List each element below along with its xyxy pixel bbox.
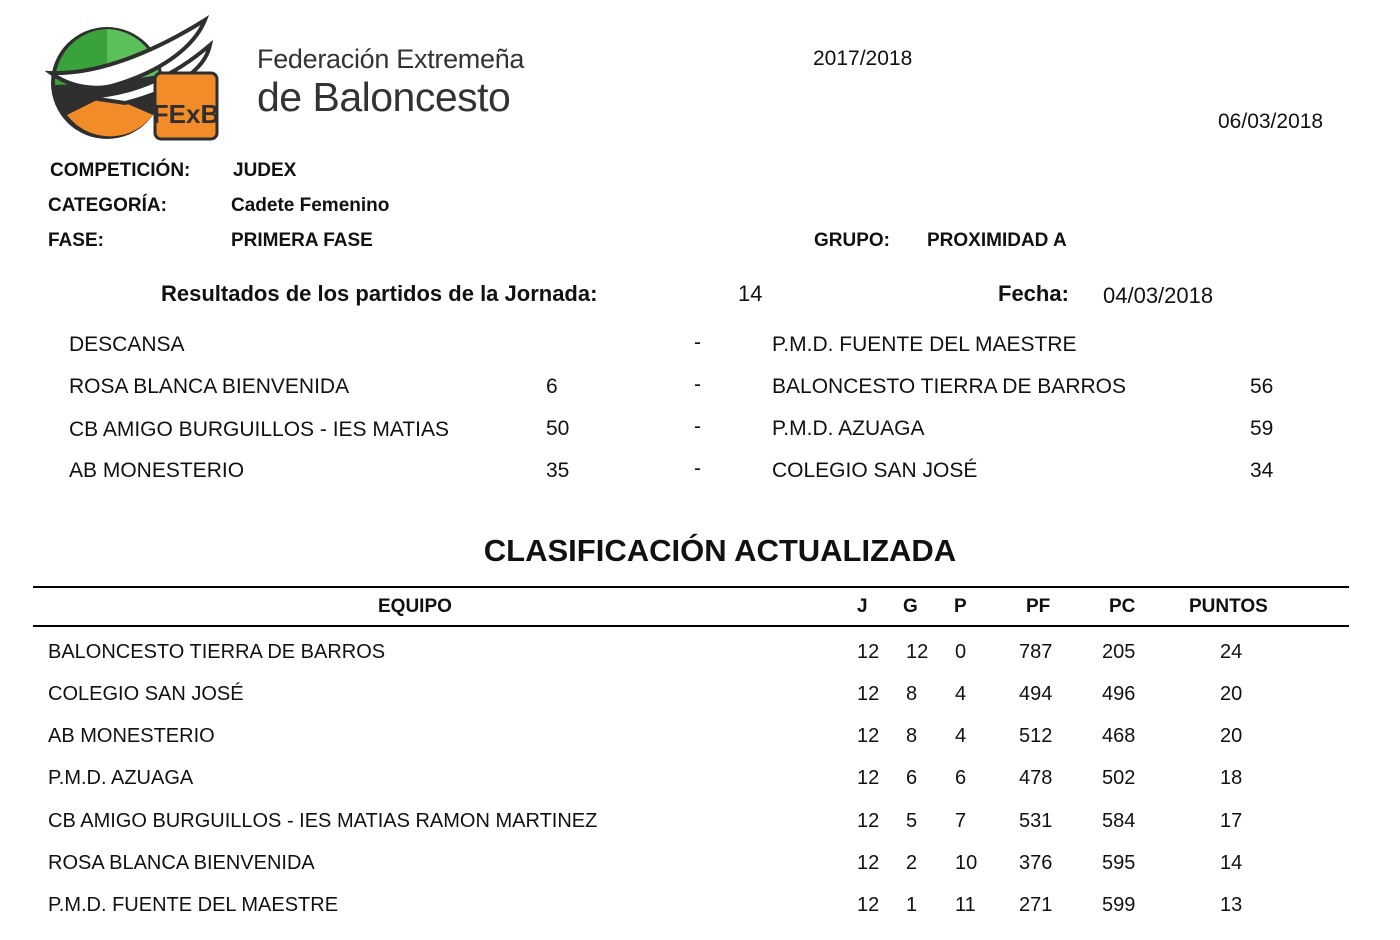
- match-home: ROSA BLANCA BIENVENIDA: [69, 375, 350, 398]
- points-against: 496: [1102, 683, 1136, 705]
- points-against: 599: [1102, 894, 1136, 916]
- won: 8: [906, 725, 918, 747]
- lost: 6: [955, 767, 967, 789]
- categoria-label: CATEGORÍA:: [48, 195, 167, 216]
- team-name: ROSA BLANCA BIENVENIDA: [48, 852, 315, 874]
- match-separator: -: [694, 373, 701, 396]
- col-puntos: PUNTOS: [1189, 596, 1268, 617]
- match-home-score: 35: [546, 459, 570, 482]
- grupo-label: GRUPO:: [814, 230, 890, 251]
- org-name-line2: de Baloncesto: [257, 74, 511, 120]
- played: 12: [857, 894, 880, 916]
- won: 8: [906, 683, 918, 705]
- points-for: 376: [1019, 852, 1053, 874]
- points-against: 584: [1102, 810, 1136, 832]
- match-away-score: 56: [1250, 375, 1274, 398]
- lost: 10: [955, 852, 978, 874]
- org-name-line1: Federación Extremeña: [257, 44, 525, 74]
- total-points: 18: [1220, 767, 1243, 789]
- total-points: 13: [1220, 894, 1243, 916]
- played: 12: [857, 641, 880, 663]
- match-away-score: 59: [1250, 417, 1274, 440]
- col-team: EQUIPO: [378, 596, 452, 617]
- points-against: 205: [1102, 641, 1136, 663]
- total-points: 24: [1220, 641, 1243, 663]
- match-away-score: 34: [1250, 459, 1274, 482]
- match-away: BALONCESTO TIERRA DE BARROS: [772, 375, 1126, 398]
- table-top-rule: [33, 586, 1349, 588]
- competicion-value: JUDEX: [233, 160, 297, 181]
- match-home-score: 6: [546, 375, 558, 398]
- fecha-value: 04/03/2018: [1103, 283, 1214, 308]
- match-separator: -: [694, 331, 701, 354]
- points-against: 595: [1102, 852, 1136, 874]
- total-points: 17: [1220, 810, 1243, 832]
- lost: 11: [955, 894, 976, 916]
- col-j: J: [857, 596, 868, 617]
- match-away: P.M.D. FUENTE DEL MAESTRE: [772, 333, 1077, 356]
- points-for: 478: [1019, 767, 1053, 789]
- played: 12: [857, 810, 880, 832]
- fecha-label: Fecha:: [998, 281, 1069, 306]
- jornada-label: Resultados de los partidos de la Jornada:: [161, 281, 598, 306]
- col-pf: PF: [1026, 596, 1051, 617]
- match-home-score: 50: [546, 417, 570, 440]
- match-home: DESCANSA: [69, 333, 185, 356]
- match-separator: -: [694, 457, 701, 480]
- won: 12: [906, 641, 929, 663]
- grupo-value: PROXIMIDAD A: [927, 230, 1067, 251]
- col-g: G: [903, 596, 918, 617]
- played: 12: [857, 767, 880, 789]
- points-for: 531: [1019, 810, 1053, 832]
- played: 12: [857, 683, 880, 705]
- competicion-label: COMPETICIÓN:: [50, 160, 191, 181]
- fase-value: PRIMERA FASE: [231, 230, 373, 251]
- match-away: COLEGIO SAN JOSÉ: [772, 459, 978, 482]
- team-name: AB MONESTERIO: [48, 725, 215, 747]
- match-home: AB MONESTERIO: [69, 459, 245, 482]
- fexb-logo: [45, 15, 230, 145]
- points-for: 494: [1019, 683, 1053, 705]
- played: 12: [857, 725, 880, 747]
- table-header-rule: [33, 625, 1349, 627]
- points-for: 271: [1019, 894, 1053, 916]
- lost: 7: [955, 810, 967, 832]
- col-p: P: [954, 596, 967, 617]
- season: 2017/2018: [813, 47, 913, 70]
- match-away: P.M.D. AZUAGA: [772, 417, 925, 440]
- match-separator: -: [694, 415, 701, 438]
- won: 5: [906, 810, 918, 832]
- jornada-number: 14: [738, 281, 763, 306]
- lost: 4: [955, 683, 967, 705]
- team-name: P.M.D. AZUAGA: [48, 767, 194, 789]
- team-name: CB AMIGO BURGUILLOS - IES MATIAS RAMON MARTINEZ: [48, 810, 598, 832]
- points-against: 502: [1102, 767, 1136, 789]
- total-points: 20: [1220, 725, 1243, 747]
- lost: 4: [955, 725, 967, 747]
- won: 2: [906, 852, 918, 874]
- team-name: COLEGIO SAN JOSÉ: [48, 683, 244, 705]
- team-name: BALONCESTO TIERRA DE BARROS: [48, 641, 386, 663]
- total-points: 20: [1220, 683, 1243, 705]
- played: 12: [857, 852, 880, 874]
- won: 6: [906, 767, 918, 789]
- col-pc: PC: [1109, 596, 1136, 617]
- points-for: 787: [1019, 641, 1053, 663]
- svg-text:FExB: FExB: [152, 99, 220, 129]
- report-date: 06/03/2018: [1218, 110, 1324, 133]
- points-against: 468: [1102, 725, 1136, 747]
- team-name: P.M.D. FUENTE DEL MAESTRE: [48, 894, 339, 916]
- won: 1: [906, 894, 918, 916]
- points-for: 512: [1019, 725, 1053, 747]
- categoria-value: Cadete Femenino: [231, 195, 390, 216]
- total-points: 14: [1220, 852, 1243, 874]
- lost: 0: [955, 641, 967, 663]
- match-home: CB AMIGO BURGUILLOS - IES MATIAS: [69, 418, 450, 439]
- fase-label: FASE:: [48, 230, 104, 251]
- standings-title: CLASIFICACIÓN ACTUALIZADA: [483, 533, 957, 568]
